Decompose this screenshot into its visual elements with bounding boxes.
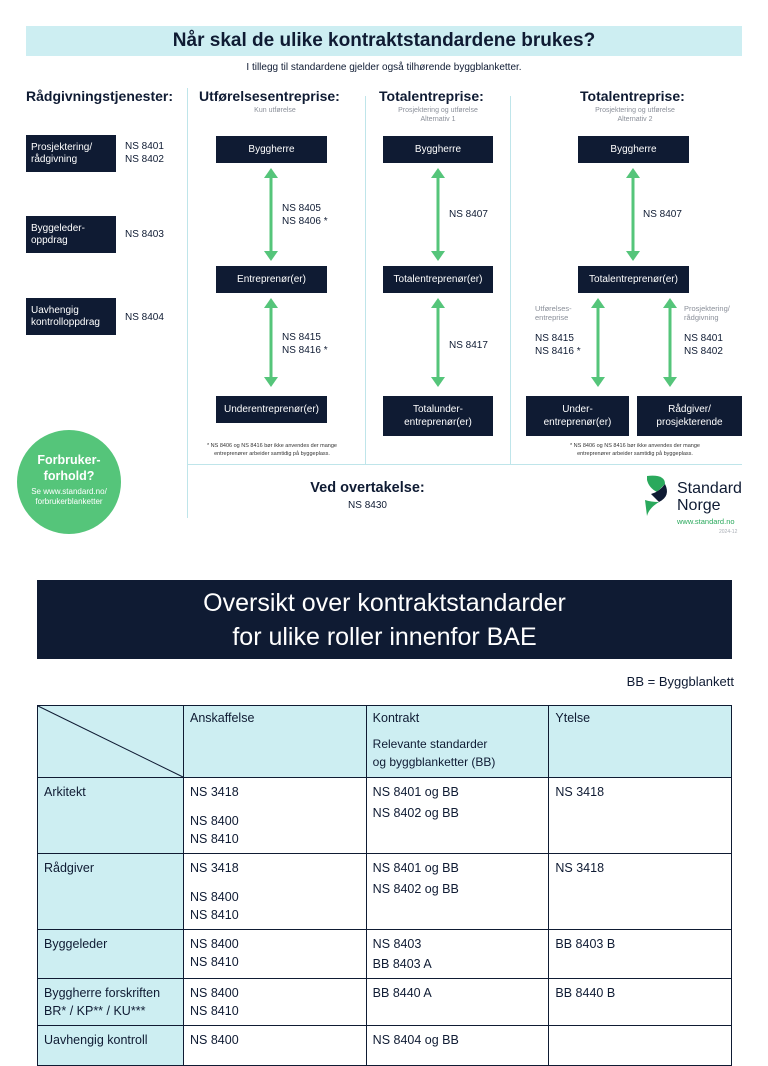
cell-text: NS 3418 <box>555 861 605 875</box>
overview-title-line2: for ulike roller innenfor BAE <box>232 623 537 651</box>
total2-right-bottom-line1: Rådgiver/ <box>668 404 711 415</box>
role-byggeleder: Byggeleder <box>44 937 108 951</box>
anskaffelse-cell <box>184 1026 367 1066</box>
cell-text: NS 8410 <box>190 955 239 969</box>
cell-text: NS 3418 <box>555 785 605 799</box>
cell-text: NS 8402 og BB <box>372 806 459 820</box>
service-ns-kontroll: NS 8404 <box>125 312 164 323</box>
diagram-subtitle: I tillegg til standardene gjelder også tilhørende byggblanketter. <box>246 62 522 73</box>
header-kontrakt-label: Kontrakt <box>372 711 420 725</box>
cell-text: NS 8404 og BB <box>372 1033 459 1047</box>
utforelse-subheading: Kun utførelse <box>254 107 296 114</box>
role-uavhengig-kontroll: Uavhengig kontroll <box>44 1033 148 1047</box>
cell-text: NS 8400 <box>190 890 239 904</box>
total2-ns-8401: NS 8401 <box>684 333 723 344</box>
arrow-total2-upper <box>626 168 640 261</box>
role-cell <box>38 1026 184 1066</box>
total1-bottom-line2: entreprenør(er) <box>404 417 472 428</box>
ns-8405: NS 8405 <box>282 203 321 214</box>
ytelse-cell <box>549 854 732 930</box>
total2-sub1: Prosjektering og utførelse <box>595 107 675 114</box>
forbruker-badge[interactable] <box>17 430 121 534</box>
total1-sub1: Prosjektering og utførelse <box>398 107 478 114</box>
role-cell <box>38 979 184 1026</box>
total1-byggherre-box: Byggherre <box>383 136 493 163</box>
role-cell <box>38 930 184 979</box>
kontrakt-cell <box>366 930 549 979</box>
total2-sub2: Alternativ 2 <box>617 116 653 123</box>
total2-byggherre-box: Byggherre <box>578 136 689 163</box>
ytelse-cell <box>549 778 732 854</box>
bb-legend: BB = Byggblankett <box>626 674 734 689</box>
ytelse-cell <box>549 930 732 979</box>
arrow-total1-upper <box>431 168 445 261</box>
utforelse-entreprenor-box: Entreprenør(er) <box>216 266 327 293</box>
anskaffelse-cell <box>184 930 367 979</box>
cell-text: NS 8410 <box>190 908 239 922</box>
overtakelse-ns: NS 8430 <box>348 500 387 511</box>
cell-text: NS 3418 <box>190 861 239 875</box>
kontrakt-cell <box>366 979 549 1026</box>
diagonal-line <box>38 706 183 777</box>
cell-text: NS 8410 <box>190 832 239 846</box>
table-row <box>38 1026 732 1066</box>
header-kontrakt-sub <box>373 735 543 771</box>
anskaffelse-cell <box>184 778 367 854</box>
service-label-prosjektering: Prosjektering/ rådgivning <box>31 141 93 165</box>
forbruker-link-line2: forbrukerblanketter <box>35 497 103 506</box>
kontrakt-cell <box>366 778 549 854</box>
contract-table <box>37 705 732 1066</box>
header-kontrakt-sub1: Relevante standarder <box>372 737 488 751</box>
heading-utforelse: Utførelsesentreprise: <box>199 88 340 104</box>
total2-left-bottom-line1: Under- <box>562 404 593 415</box>
cell-text: NS 8403 <box>372 937 422 951</box>
cell-text: BB 8440 A <box>372 986 432 1000</box>
cell-text: NS 8400 <box>190 814 239 828</box>
heading-total1: Totalentreprise: <box>379 88 484 104</box>
service-ns-8402: NS 8402 <box>125 154 164 165</box>
overview-title-banner <box>37 580 732 659</box>
overtakelse-block <box>290 480 445 511</box>
service-label-byggeleder: Byggeleder- oppdrag <box>31 222 85 246</box>
kontrakt-cell <box>366 1026 549 1066</box>
ytelse-cell <box>549 979 732 1026</box>
utforelse-footnote: * NS 8406 og NS 8416 bør ikke anvendes der mange entreprenører arbeider samtidig på byggeplass. <box>207 443 337 457</box>
total1-ns-lower: NS 8417 <box>449 340 488 351</box>
ytelse-cell <box>549 1026 732 1066</box>
service-ns-byggeleder: NS 8403 <box>125 229 164 240</box>
table-row <box>38 930 732 979</box>
arrow-total1-lower <box>431 298 445 387</box>
role-raadgiver: Rådgiver <box>44 861 95 875</box>
forbruker-link-line1: Se www.standard.no/ <box>31 487 107 496</box>
total2-ns-8415: NS 8415 <box>535 333 574 344</box>
total2-right-note-line1: Prosjektering/ <box>684 304 730 313</box>
heading-total2: Totalentreprise: <box>580 88 685 104</box>
arrow-total2-right <box>663 298 677 387</box>
cell-text: BB 8403 B <box>555 937 616 951</box>
cell-text: NS 3418 <box>190 785 239 799</box>
header-ytelse-label: Ytelse <box>555 711 591 725</box>
service-ns-8401: NS 8401 <box>125 141 164 152</box>
kontrakt-cell <box>366 854 549 930</box>
total1-sub2: Alternativ 1 <box>420 116 456 123</box>
table-header-row <box>38 706 732 778</box>
total2-ns-8402: NS 8402 <box>684 346 723 357</box>
logo-line1: Standard <box>677 480 742 497</box>
arrow-utforelse-lower <box>264 298 278 387</box>
cell-text: NS 8401 og BB <box>372 861 459 875</box>
forbruker-title <box>17 452 121 484</box>
total2-right-bottom-line2: prosjekterende <box>656 417 723 428</box>
arrow-utforelse-upper <box>264 168 278 261</box>
forbruker-title-line2: forhold? <box>43 469 95 483</box>
utforelse-underentreprenor-box: Underentreprenør(er) <box>216 396 327 423</box>
cell-text: BB 8440 B <box>555 986 616 1000</box>
anskaffelse-cell <box>184 854 367 930</box>
header-anskaffelse <box>184 706 367 778</box>
total2-ns-8416: NS 8416 * <box>535 346 581 357</box>
overview-title-line1: Oversikt over kontraktstandarder <box>203 589 566 617</box>
header-ytelse <box>549 706 732 778</box>
table-corner-cell <box>38 706 184 778</box>
header-kontrakt-sub2: og byggblanketter (BB) <box>372 755 496 769</box>
logo-text <box>677 480 742 514</box>
forbruker-title-line1: Forbruker- <box>37 453 101 467</box>
role-byggherre-forskriften-sub: BR* / KP** / KU*** <box>44 1004 146 1018</box>
role-cell <box>38 854 184 930</box>
total1-bottom-line1: Totalunder- <box>412 404 464 415</box>
total1-ns-upper: NS 8407 <box>449 209 488 220</box>
role-cell <box>38 778 184 854</box>
standard-norge-logo[interactable] <box>643 474 743 538</box>
cell-text: NS 8402 og BB <box>372 882 459 896</box>
total2-footnote: * NS 8406 og NS 8416 bør ikke anvendes der mange entreprenører arbeider samtidig på byggeplass. <box>570 443 700 457</box>
anskaffelse-cell <box>184 979 367 1026</box>
table-row <box>38 854 732 930</box>
ns-8406: NS 8406 * <box>282 216 328 227</box>
role-arkitekt: Arkitekt <box>44 785 86 799</box>
table-row <box>38 979 732 1026</box>
total2-totalentreprenor-box: Totalentreprenør(er) <box>578 266 689 293</box>
logo-line2: Norge <box>677 497 721 514</box>
cell-text: NS 8400 <box>190 937 239 951</box>
header-kontrakt <box>366 706 549 778</box>
diagram-title: Når skal de ulike kontraktstandardene brukes? <box>172 30 596 51</box>
heading-raadgivning: Rådgivningstjenester: <box>26 88 174 104</box>
total2-ns-upper: NS 8407 <box>643 209 682 220</box>
standard-norge-logo-icon <box>643 474 673 518</box>
total2-left-bottom-line2: entreprenør(er) <box>543 417 612 428</box>
service-label-kontroll: Uavhengig kontrolloppdrag <box>31 304 100 328</box>
cell-text: NS 8401 og BB <box>372 785 459 799</box>
cell-text: NS 8400 <box>190 1033 239 1047</box>
forbruker-link[interactable] <box>17 487 121 507</box>
cell-text: NS 8400 <box>190 986 239 1000</box>
header-anskaffelse-label: Anskaffelse <box>190 711 255 725</box>
logo-url[interactable]: www.standard.no <box>677 517 735 526</box>
total1-totalentreprenor-box: Totalentreprenør(er) <box>383 266 493 293</box>
ns-8415: NS 8415 <box>282 332 321 343</box>
cell-text: BB 8403 A <box>372 957 432 971</box>
overtakelse-title: Ved overtakelse: <box>310 480 425 496</box>
total2-right-note-line2: rådgivning <box>684 313 719 322</box>
total2-left-note-line1: Utførelses- <box>535 304 572 313</box>
logo-code: 2024-12 <box>719 529 738 535</box>
arrow-total2-left <box>591 298 605 387</box>
cell-text: NS 8410 <box>190 1004 239 1018</box>
utforelse-byggherre-box: Byggherre <box>216 136 327 163</box>
table-row <box>38 778 732 854</box>
total2-left-note-line2: entreprise <box>535 313 569 322</box>
role-byggherre-forskriften: Byggherre forskriften <box>44 986 161 1000</box>
ns-8416: NS 8416 * <box>282 345 328 356</box>
